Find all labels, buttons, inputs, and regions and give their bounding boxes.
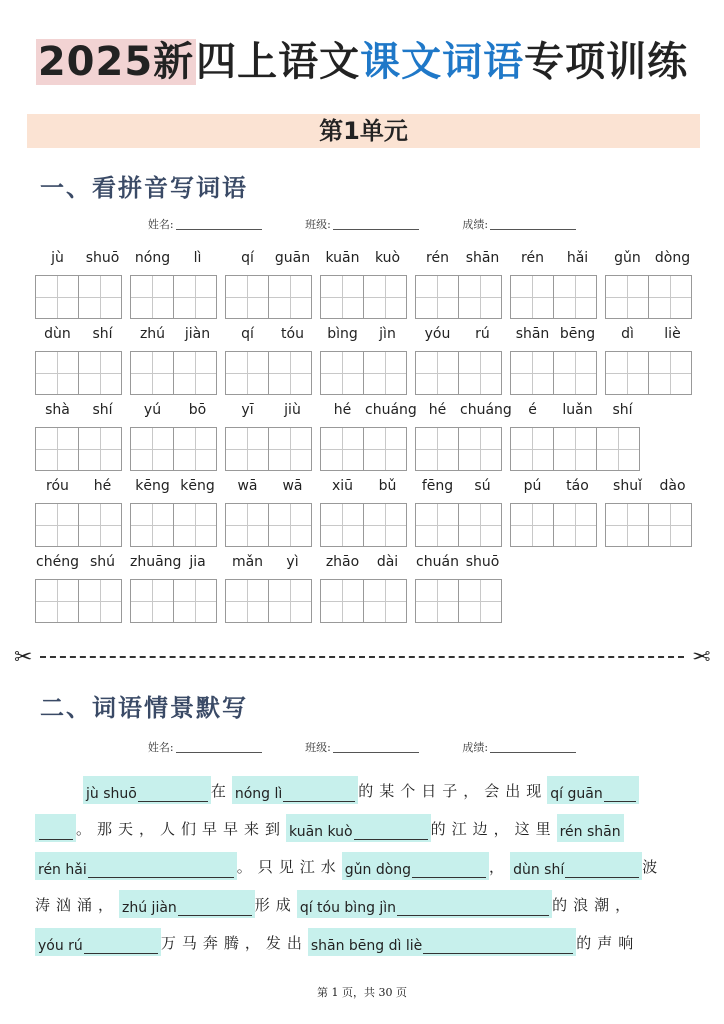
pinyin-syllable: róu <box>46 478 69 494</box>
pinyin-syllable: zhuāng <box>130 554 182 570</box>
tianzige-cell[interactable] <box>648 503 692 547</box>
para-line-5: yóu rú 万马奔腾，发出 shān bēng dì liè 的声响 <box>35 928 639 956</box>
pinyin <box>510 326 600 348</box>
pinyin-syllable: hé <box>333 402 352 418</box>
tianzige-cell[interactable] <box>225 275 269 319</box>
tianzige-cell[interactable] <box>130 275 174 319</box>
word-item <box>35 554 125 623</box>
pinyin-syllable: bō <box>188 402 207 418</box>
pinyin-syllable: rén <box>426 250 449 266</box>
writing-boxes <box>225 351 315 395</box>
pinyin-syllable: yī <box>241 402 254 418</box>
pinyin-syllable: é <box>528 402 537 418</box>
tianzige-cell[interactable] <box>173 351 217 395</box>
pinyin-syllable: shà <box>45 402 70 418</box>
pinyin <box>510 478 600 500</box>
blank[interactable]: shān bēng dì liè <box>308 928 576 956</box>
word-item <box>225 554 315 623</box>
scissors-icon: ✂ <box>14 645 33 670</box>
pinyin-syllable: shuō <box>465 554 500 570</box>
word-item <box>130 402 220 471</box>
pinyin <box>320 250 410 272</box>
word-item <box>130 250 220 319</box>
blank[interactable]: rén shān <box>557 814 624 842</box>
tianzige-cell[interactable] <box>510 503 554 547</box>
writing-boxes <box>510 275 600 319</box>
pinyin-syllable: yì <box>286 554 299 570</box>
tianzige-cell[interactable] <box>130 579 174 623</box>
pinyin-syllable: yóu <box>424 326 451 342</box>
title-suffix: 专项训练 <box>524 39 689 85</box>
pinyin-syllable: zhú <box>139 326 166 342</box>
writing-boxes <box>415 351 505 395</box>
word-item <box>35 326 125 395</box>
tianzige-cell[interactable] <box>130 427 174 471</box>
student-info-2 <box>0 739 724 755</box>
blank[interactable]: kuān kuò <box>286 814 431 842</box>
page-title <box>0 30 724 87</box>
writing-boxes <box>510 503 600 547</box>
student-info <box>0 216 724 232</box>
pinyin-syllable: liè <box>664 326 681 342</box>
pinyin <box>35 478 125 500</box>
tianzige-cell[interactable] <box>225 427 269 471</box>
name-label: 姓名: <box>147 218 174 231</box>
pinyin <box>225 250 315 272</box>
tianzige-cell[interactable] <box>363 351 407 395</box>
pinyin-syllable: shān <box>515 326 550 342</box>
word-item <box>415 326 505 395</box>
pinyin <box>415 554 505 576</box>
writing-boxes <box>320 351 410 395</box>
dashed-divider <box>40 656 684 658</box>
pinyin-syllable: jù <box>51 250 64 266</box>
page-footer: 第 1 页，共 30 页 <box>317 986 407 999</box>
pinyin-syllable: wā <box>282 478 303 494</box>
unit-banner: 第1单元 <box>27 114 700 148</box>
pinyin <box>320 326 410 348</box>
writing-boxes <box>130 275 220 319</box>
word-item <box>225 250 315 319</box>
tianzige-cell[interactable] <box>78 503 122 547</box>
word-item <box>605 326 695 395</box>
pinyin-syllable: jiù <box>284 402 301 418</box>
tianzige-cell[interactable] <box>78 275 122 319</box>
tianzige-cell[interactable] <box>363 503 407 547</box>
word-item <box>415 402 512 471</box>
blank[interactable]: dùn shí <box>510 852 642 880</box>
pinyin-syllable: hǎi <box>566 250 589 266</box>
writing-boxes <box>415 427 505 471</box>
pinyin-syllable: chuáng <box>365 402 417 418</box>
writing-boxes <box>605 503 695 547</box>
writing-boxes <box>225 503 315 547</box>
pinyin-syllable: bìng <box>327 326 358 342</box>
writing-boxes <box>225 427 315 471</box>
pinyin-syllable: dòng <box>654 250 691 266</box>
tianzige-cell[interactable] <box>553 351 597 395</box>
section-1-title: 一、看拼音写词语 <box>40 173 248 202</box>
word-item <box>415 250 505 319</box>
tianzige-cell[interactable] <box>268 579 312 623</box>
tianzige-cell[interactable] <box>363 275 407 319</box>
pinyin-syllable: kēng <box>180 478 215 494</box>
pinyin <box>605 326 695 348</box>
word-item <box>130 326 220 395</box>
pinyin-syllable: kuān <box>325 250 360 266</box>
tianzige-cell[interactable] <box>268 275 312 319</box>
pinyin-syllable: luǎn <box>562 402 593 418</box>
tianzige-cell[interactable] <box>553 427 597 471</box>
pinyin <box>605 478 695 500</box>
tianzige-cell[interactable] <box>173 427 217 471</box>
pinyin-syllable: shuō <box>85 250 120 266</box>
pinyin-syllable: hé <box>93 478 112 494</box>
tianzige-cell[interactable] <box>320 351 364 395</box>
score-label: 成绩: <box>462 741 489 754</box>
pinyin-syllable: zhāo <box>325 554 360 570</box>
pinyin <box>35 402 125 424</box>
word-item <box>510 326 600 395</box>
tianzige-cell[interactable] <box>173 275 217 319</box>
pinyin <box>415 402 512 424</box>
tianzige-cell[interactable] <box>268 351 312 395</box>
pinyin-syllable: shú <box>89 554 116 570</box>
tianzige-cell[interactable] <box>363 427 407 471</box>
para-line-4: 涛汹涌， zhú jiàn 形成 qí tóu bìng jìn 的浪潮， <box>35 890 636 918</box>
blank[interactable]: yóu rú <box>35 928 161 956</box>
tianzige-cell[interactable] <box>320 427 364 471</box>
para-line-2: 。那天，人们早早来到 kuān kuò 的江边，这里 rén shān <box>35 814 624 842</box>
blank[interactable]: qí tóu bìng jìn <box>297 890 552 918</box>
pinyin <box>130 250 220 272</box>
tianzige-cell[interactable] <box>363 579 407 623</box>
pinyin-syllable: shí <box>92 326 113 342</box>
tianzige-cell[interactable] <box>225 503 269 547</box>
writing-boxes <box>35 427 125 471</box>
name-label: 姓名: <box>147 741 174 754</box>
blank[interactable]: qí guān <box>547 776 638 804</box>
tianzige-cell[interactable] <box>605 503 649 547</box>
word-item <box>320 250 410 319</box>
cut-line <box>14 645 710 670</box>
pinyin-syllable: rén <box>521 250 544 266</box>
tianzige-cell[interactable] <box>415 427 459 471</box>
pinyin <box>35 326 125 348</box>
writing-boxes <box>415 579 505 623</box>
score-field[interactable] <box>490 742 576 753</box>
pinyin <box>320 478 410 500</box>
blank[interactable]: nóng lì <box>232 776 358 804</box>
tianzige-cell[interactable] <box>415 503 459 547</box>
pinyin-syllable: jia <box>189 554 206 570</box>
writing-boxes <box>510 351 600 395</box>
tianzige-cell[interactable] <box>648 275 692 319</box>
tianzige-cell[interactable] <box>510 351 554 395</box>
pinyin <box>320 554 410 576</box>
pinyin-syllable: pú <box>523 478 542 494</box>
word-item <box>130 478 220 547</box>
tianzige-cell[interactable] <box>415 579 459 623</box>
score-label: 成绩: <box>462 218 489 231</box>
tianzige-cell[interactable] <box>35 503 79 547</box>
writing-boxes <box>605 275 695 319</box>
writing-boxes <box>130 351 220 395</box>
tianzige-cell[interactable] <box>596 427 640 471</box>
pinyin <box>320 402 417 424</box>
pinyin-syllable: chuán <box>416 554 459 570</box>
writing-boxes <box>130 427 220 471</box>
para-line-3: rén hǎi 。只见江水 gǔn dòng ， dùn shí 波 <box>35 852 663 880</box>
word-item <box>320 402 417 471</box>
blank[interactable]: jù shuō <box>83 776 211 804</box>
tianzige-cell[interactable] <box>35 579 79 623</box>
pinyin-syllable: sú <box>474 478 491 494</box>
pinyin <box>130 554 220 576</box>
pinyin-syllable: shuǐ <box>613 478 642 494</box>
word-item <box>415 554 505 623</box>
pinyin-syllable: qí <box>241 326 254 342</box>
tianzige-cell[interactable] <box>605 275 649 319</box>
pinyin <box>510 402 645 424</box>
tianzige-cell[interactable] <box>35 351 79 395</box>
pinyin-syllable: jiàn <box>184 326 211 342</box>
pinyin-syllable: qí <box>241 250 254 266</box>
tianzige-cell[interactable] <box>225 351 269 395</box>
tianzige-cell[interactable] <box>35 275 79 319</box>
writing-boxes <box>130 579 220 623</box>
tianzige-cell[interactable] <box>553 503 597 547</box>
tianzige-cell[interactable] <box>268 427 312 471</box>
writing-boxes <box>35 579 125 623</box>
tianzige-cell[interactable] <box>415 351 459 395</box>
pinyin-syllable: kēng <box>135 478 170 494</box>
writing-boxes <box>320 275 410 319</box>
pinyin <box>415 478 505 500</box>
pinyin-syllable: yú <box>143 402 162 418</box>
pinyin-syllable: bēng <box>559 326 596 342</box>
tianzige-cell[interactable] <box>415 275 459 319</box>
word-item <box>415 478 505 547</box>
tianzige-cell[interactable] <box>130 503 174 547</box>
pinyin-syllable: lì <box>193 250 202 266</box>
section-2-title: 二、词语情景默写 <box>40 693 248 722</box>
word-item <box>605 478 695 547</box>
pinyin <box>225 478 315 500</box>
tianzige-cell[interactable] <box>173 579 217 623</box>
tianzige-cell[interactable] <box>268 503 312 547</box>
pinyin-syllable: xiū <box>331 478 354 494</box>
score-field[interactable] <box>490 219 576 230</box>
pinyin <box>130 326 220 348</box>
pinyin-syllable: dài <box>376 554 399 570</box>
pinyin-syllable: jìn <box>379 326 396 342</box>
pinyin-syllable: wā <box>237 478 258 494</box>
writing-boxes <box>35 275 125 319</box>
pinyin-syllable: hé <box>428 402 447 418</box>
pinyin-syllable: mǎn <box>231 554 264 570</box>
writing-boxes <box>130 503 220 547</box>
tianzige-cell[interactable] <box>225 579 269 623</box>
class-label: 班级: <box>305 218 331 231</box>
tianzige-cell[interactable] <box>458 427 502 471</box>
pinyin-syllable: shí <box>92 402 113 418</box>
word-item <box>510 478 600 547</box>
word-item <box>225 326 315 395</box>
tianzige-cell[interactable] <box>78 351 122 395</box>
pinyin-syllable: chuáng <box>460 402 512 418</box>
pinyin-syllable: dì <box>621 326 634 342</box>
class-label: 班级: <box>305 741 331 754</box>
pinyin <box>35 250 125 272</box>
word-item <box>510 402 645 471</box>
word-item <box>225 478 315 547</box>
word-item <box>320 478 410 547</box>
pinyin-syllable: tóu <box>281 326 304 342</box>
writing-boxes <box>320 579 410 623</box>
tianzige-cell[interactable] <box>173 503 217 547</box>
tianzige-cell[interactable] <box>320 579 364 623</box>
class-field[interactable] <box>333 742 419 753</box>
tianzige-cell[interactable] <box>510 275 554 319</box>
pinyin-syllable: dùn <box>44 326 71 342</box>
blank[interactable]: gǔn dòng <box>342 852 489 880</box>
pinyin-syllable: dào <box>659 478 686 494</box>
blank[interactable]: zhú jiàn <box>119 890 255 918</box>
class-field[interactable] <box>333 219 419 230</box>
pinyin <box>225 402 315 424</box>
name-field[interactable] <box>176 742 262 753</box>
pinyin <box>510 250 600 272</box>
pinyin-syllable: shí <box>612 402 633 418</box>
tianzige-cell[interactable] <box>458 275 502 319</box>
word-item <box>320 326 410 395</box>
para-line-1: jù shuō 在 nóng lì 的某个日子，会出现 qí guān <box>83 776 639 804</box>
writing-boxes <box>320 427 410 471</box>
tianzige-cell[interactable] <box>553 275 597 319</box>
tianzige-cell[interactable] <box>35 427 79 471</box>
tianzige-cell[interactable] <box>78 427 122 471</box>
tianzige-cell[interactable] <box>320 275 364 319</box>
writing-boxes <box>35 351 125 395</box>
pinyin <box>130 402 220 424</box>
title-year: 2025新 <box>37 39 195 85</box>
pinyin-syllable: rú <box>475 326 490 342</box>
tianzige-cell[interactable] <box>510 427 554 471</box>
pinyin-syllable: gǔn <box>614 250 641 266</box>
word-item <box>35 402 125 471</box>
word-item <box>35 250 125 319</box>
pinyin <box>415 326 505 348</box>
tianzige-cell[interactable] <box>320 503 364 547</box>
writing-boxes <box>320 503 410 547</box>
pinyin-syllable: nóng <box>134 250 171 266</box>
pinyin-syllable: bǔ <box>378 478 397 494</box>
pinyin-syllable: guān <box>274 250 311 266</box>
writing-boxes <box>225 275 315 319</box>
writing-boxes <box>225 579 315 623</box>
word-item <box>320 554 410 623</box>
title-topic: 课文词语 <box>360 39 525 85</box>
scissors-icon: ✂ <box>691 645 710 670</box>
pinyin-syllable: shān <box>465 250 500 266</box>
tianzige-cell[interactable] <box>78 579 122 623</box>
pinyin-syllable: kuò <box>374 250 401 266</box>
tianzige-cell[interactable] <box>648 351 692 395</box>
pinyin <box>35 554 125 576</box>
word-item <box>35 478 125 547</box>
writing-boxes <box>415 275 505 319</box>
word-item <box>130 554 220 623</box>
title-subject: 四上语文 <box>196 39 361 85</box>
pinyin-syllable: chéng <box>36 554 79 570</box>
blank[interactable] <box>35 814 76 842</box>
writing-boxes <box>415 503 505 547</box>
word-item <box>510 250 600 319</box>
blank[interactable]: rén hǎi <box>35 852 237 880</box>
tianzige-cell[interactable] <box>458 579 502 623</box>
pinyin-syllable: fēng <box>421 478 454 494</box>
pinyin <box>415 250 505 272</box>
pinyin <box>605 250 695 272</box>
pinyin <box>130 478 220 500</box>
pinyin <box>225 554 315 576</box>
word-item <box>225 402 315 471</box>
tianzige-cell[interactable] <box>130 351 174 395</box>
writing-boxes <box>510 427 645 471</box>
pinyin-syllable: táo <box>566 478 589 494</box>
tianzige-cell[interactable] <box>605 351 649 395</box>
writing-boxes <box>35 503 125 547</box>
pinyin <box>225 326 315 348</box>
name-field[interactable] <box>176 219 262 230</box>
word-item <box>605 250 695 319</box>
writing-boxes <box>605 351 695 395</box>
tianzige-cell[interactable] <box>458 351 502 395</box>
tianzige-cell[interactable] <box>458 503 502 547</box>
